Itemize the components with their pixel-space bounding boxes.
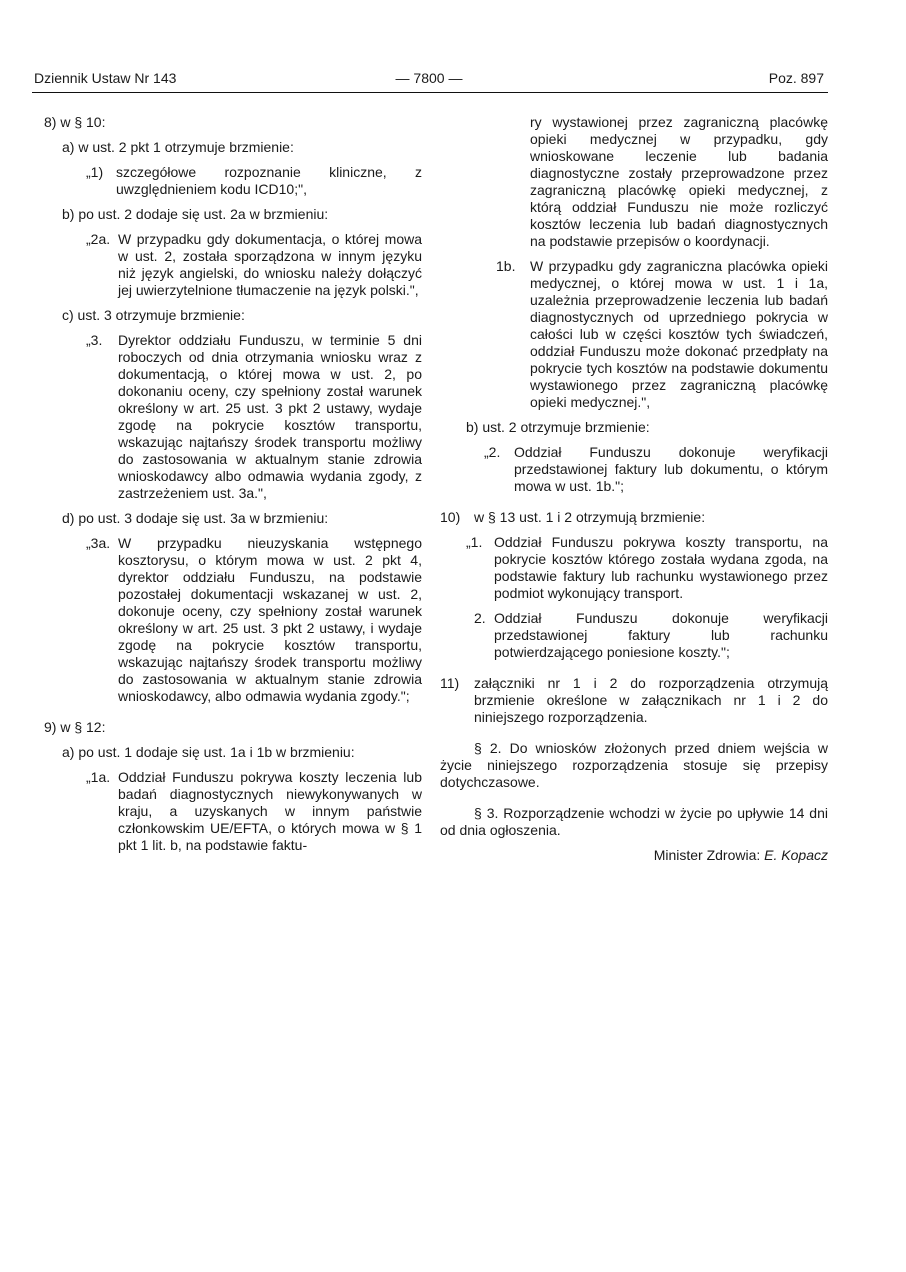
item-9a-label: a) po ust. 1 dodaje się ust. 1a i 1b w brzmieniu: (62, 744, 355, 760)
quote-1b (440, 258, 828, 411)
quote-continuation: ry wystawionej przez zagraniczną placówkę opieki medycznej w przypadku, gdy wnioskowane leczenie lub badania diagnostyczne zostały przeprowadzone przez zagraniczną placówkę opieki medycznej, z którą oddział Funduszu nie może rozliczyć kosztów leczenia lub badań diagnostycznych na podstawie przepisów o koordynacji. (530, 114, 828, 249)
item-8c-quote (44, 332, 422, 502)
quote-text: szczegółowe rozpoznanie kliniczne, z uwzględnieniem kodu ICD10;", (116, 164, 422, 197)
quote-number: „1) (86, 164, 104, 180)
item-8a-quote (44, 164, 422, 198)
quote-text: Oddział Funduszu pokrywa koszty leczenia lub badań diagnostycznych niewykonywanych w kraju, a uzyskanych w innym państwie członkowskim UE/EFTA, o których mowa w § 1 pkt 1 lit. b, na podstawie faktu- (118, 769, 422, 853)
header-divider (32, 92, 828, 93)
position-number: Poz. 897 (768, 70, 824, 86)
page-header (34, 70, 824, 90)
quote-number: „3a. (86, 535, 111, 551)
quote-number: „1a. (86, 769, 111, 785)
item-8-label: 8) w § 10: (44, 114, 106, 130)
quote-text: W przypadku gdy dokumentacja, o której mowa w ust. 2, została sporządzona w innym języku niż język angielski, do wniosku należy dołączyć jej uwierzytelnione tłumaczenie na język polski.", (118, 231, 422, 298)
item-10 (440, 509, 828, 526)
quote-number: „1. (466, 534, 483, 550)
quote-text: Oddział Funduszu dokonuje weryfikacji przedstawionej faktury lub dokumentu, o którym mowa w ust. 1b."; (514, 444, 828, 494)
quote-text: Dyrektor oddziału Funduszu, w terminie 5 dni roboczych od dnia otrzymania wniosku wraz z dokumentacją, o której mowa w ust. 2, po dokonaniu oceny, czy spełniony został warunek określony w art. 25 ust. 3 pkt 2 ustawy, wydaje zgodę na pokrycie kosztów transportu, wskazując najtańszy środek transportu możliwy do zastosowania w aktualnym stanie zdrowia wnioskodawcy albo odmawia wydania zgody, z zastrzeżeniem ust. 3a.", (118, 332, 422, 501)
item-8d-label: d) po ust. 3 dodaje się ust. 3a w brzmieniu: (62, 510, 329, 526)
item-8b-quote (44, 231, 422, 299)
quote-number: „2a. (86, 231, 111, 247)
item-text: w § 13 ust. 1 i 2 otrzymują brzmienie: (474, 509, 706, 525)
quote-number: „3. (86, 332, 103, 348)
page-number: — 7800 — (395, 70, 463, 86)
item-11 (440, 675, 828, 726)
item-9b-quote (440, 444, 828, 495)
item-8d-quote (44, 535, 422, 705)
quote-text: Oddział Funduszu pokrywa koszty transportu, na pokrycie kosztów którego została wydana zgoda, na podstawie faktury lub rachunku wystawionego przez podmiot wykonujący transport. (494, 534, 828, 601)
journal-title: Dziennik Ustaw Nr 143 (34, 70, 177, 86)
signature-name: E. Kopacz (764, 847, 828, 863)
item-number: 10) (440, 509, 461, 525)
paragraph-2: § 2. Do wniosków złożonych przed dniem wejścia w życie niniejszego rozporządzenia stosuje się przepisy dotychczasowe. (440, 740, 828, 790)
item-8a-label: a) w ust. 2 pkt 1 otrzymuje brzmienie: (62, 139, 294, 155)
item-9-label: 9) w § 12: (44, 719, 106, 735)
item-number: 11) (440, 675, 460, 691)
item-8b-label: b) po ust. 2 dodaje się ust. 2a w brzmieniu: (62, 206, 329, 222)
item-10-quote-1 (440, 534, 828, 602)
signature (440, 847, 828, 864)
item-8c-label: c) ust. 3 otrzymuje brzmienie: (62, 307, 245, 323)
item-10-quote-2 (440, 610, 828, 661)
quote-number: „2. (484, 444, 501, 460)
quote-number: 2. (474, 610, 486, 626)
quote-text: W przypadku gdy zagraniczna placówka opieki medycznej, o której mowa w ust. 1 i 1a, uzależnia przeprowadzenie leczenia lub badań diagnostycznych od uprzedniego pokrycia w całości lub w części kosztów tych świadczeń, oddział Funduszu może dokonać przedpłaty na pokrycie tych kosztów na podstawie dokumentu wystawionego przez zagraniczną placówkę opieki medycznej.", (530, 258, 828, 410)
quote-text: W przypadku nieuzyskania wstępnego kosztorysu, o którym mowa w ust. 2 pkt 4, dyrektor oddziału Funduszu, na podstawie pozostałej dokumentacji wskazanej w ust. 2, dokonuje oceny, czy spełniony został warunek określony w art. 25 ust. 3 pkt 2 ustawy, i wydaje zgodę na pokrycie kosztów transportu, wskazując najtańszy środek transportu możliwy do zastosowania w aktualnym stanie zdrowia wnioskodawcy, albo odmawia wydania zgody."; (118, 535, 422, 704)
item-9a-quote (44, 769, 422, 854)
signature-title: Minister Zdrowia: (653, 847, 761, 863)
paragraph-3: § 3. Rozporządzenie wchodzi w życie po upływie 14 dni od dnia ogłoszenia. (440, 805, 828, 838)
item-9b-label: b) ust. 2 otrzymuje brzmienie: (466, 419, 650, 435)
right-column (440, 114, 828, 864)
quote-text: Oddział Funduszu dokonuje weryfikacji przedstawionej faktury lub rachunku potwierdzającego poniesione koszty."; (494, 610, 828, 660)
item-text: załączniki nr 1 i 2 do rozporządzenia otrzymują brzmienie określone w załącznikach nr 1 i 2 do niniejszego rozporządzenia. (474, 675, 828, 725)
quote-number: 1b. (496, 258, 516, 274)
left-column (44, 114, 422, 854)
